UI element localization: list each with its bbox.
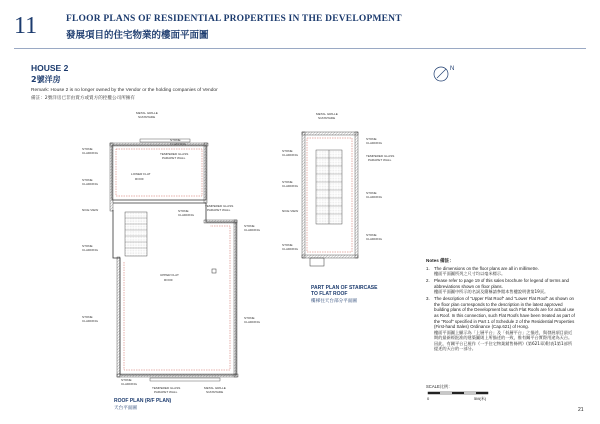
label-roof: ROOF xyxy=(135,177,144,181)
part-plan-caption-zh: 樓梯往天台部分平面圖 xyxy=(311,299,357,304)
roof-plan-caption-zh: 天台平面圖 xyxy=(114,406,137,411)
label-stone: STONE xyxy=(366,233,377,237)
label-sunshade: SUNSHADE xyxy=(138,115,156,119)
section-number: 11 xyxy=(14,13,38,39)
note-number: 1. xyxy=(426,265,430,271)
label-cladding: CLADDING xyxy=(366,141,382,145)
part-plan-caption-2: TO FLAT ROOF xyxy=(311,291,348,297)
label-cladding: CLADDING xyxy=(121,382,137,386)
label-stone: STONE xyxy=(170,138,181,142)
label-cladding: CLADDING xyxy=(244,228,260,232)
note-text-en: Please refer to page 19 of this sales brochure for legend of terms and abbreviations shown on floor plans. xyxy=(434,278,569,289)
label-lower-flat-roof: LOWER FLAT xyxy=(131,172,151,176)
scale-label: SCALE比例： xyxy=(426,384,453,389)
label-stone: STONE xyxy=(366,137,377,141)
label-cladding: CLADDING xyxy=(244,320,260,324)
roof-plan xyxy=(82,111,261,411)
label-stone: STONE xyxy=(366,191,377,195)
label-nice-view: NICE VIEW xyxy=(82,208,99,212)
scale-bar xyxy=(426,391,496,403)
label-cladding: CLADDING xyxy=(82,182,98,186)
label-stone: STONE xyxy=(82,315,93,319)
label-nice-view: NICE VIEW xyxy=(282,209,299,213)
house-title: HOUSE 2 xyxy=(31,63,69,73)
label-parapet-wall: PARAPET WALL xyxy=(162,156,186,160)
part-plan-staircase xyxy=(282,112,394,304)
scale-start: 0 xyxy=(427,396,430,401)
label-metal-grille: METAL GRILLE xyxy=(204,386,226,390)
label-tempered-glass: TEMPERED GLASS xyxy=(160,152,189,156)
label-metal-grille: METAL GRILLE xyxy=(316,112,338,116)
page-title-zh: 發展項目的住宅物業的樓面平面圖 xyxy=(66,30,209,41)
note-number: 2. xyxy=(426,278,430,284)
remark-text-zh: 備註：2號洋房已非由賣方或賣方的控權公司所擁有 xyxy=(31,96,135,101)
label-roof: ROOF xyxy=(164,278,173,282)
roof-plan-caption: ROOF PLAN (R/F PLAN) xyxy=(114,398,172,404)
label-stone: STONE xyxy=(82,178,93,182)
label-tempered-glass: TEMPERED GLASS xyxy=(366,154,395,158)
label-cladding: CLADDING xyxy=(282,247,298,251)
label-stone: STONE xyxy=(178,209,189,213)
label-upper-flat-roof: UPPER FLAT xyxy=(160,273,179,277)
page-title: FLOOR PLANS OF RESIDENTIAL PROPERTIES IN THE DEVELOPMENT xyxy=(66,14,402,24)
note-text-zh: 樓面平面圖所列之尺寸均以毫米標示。 xyxy=(434,271,506,277)
note-item xyxy=(426,278,576,295)
label-cladding: CLADDING xyxy=(366,195,382,199)
note-number: 3. xyxy=(426,296,430,302)
label-parapet-wall: PARAPET WALL xyxy=(207,208,231,212)
note-text-en: The dimensions on the floor plans are all in millimetre. xyxy=(434,265,539,271)
label-stone: STONE xyxy=(121,378,132,382)
label-stone: STONE xyxy=(282,149,293,153)
label-cladding: CLADDING xyxy=(282,153,298,157)
north-label: N xyxy=(450,66,455,72)
label-stone: STONE xyxy=(82,147,93,151)
label-cladding: CLADDING xyxy=(170,142,186,146)
label-stone: STONE xyxy=(244,224,255,228)
label-cladding: CLADDING xyxy=(178,213,194,217)
remark-text: Remark: House 2 is no longer owned by the Vendor or the holding companies of Vendor xyxy=(31,88,218,93)
label-parapet-wall: PARAPET WALL xyxy=(368,158,392,162)
label-tempered-glass: TEMPERED GLASS xyxy=(205,204,234,208)
label-metal-grille: METAL GRILLE xyxy=(136,111,158,115)
note-text-en: The description of "Upper Flat Roof" and "Lower Flat Roof" as shown on the floor plan corresponds to the description in the latest approved building plans of the Development but such Flat Roofs are for actual use as Roof. In this connection, such Flat Roofs have been treated as part of the "Roof" specified in Part 1 of Schedule 2 of the Residential Properties (First-hand Sales) Ordinance (Cap.621) of Hong. xyxy=(434,296,575,330)
note-item xyxy=(426,266,576,277)
label-cladding: CLADDING xyxy=(82,319,98,323)
label-sunshade: SUNSHADE xyxy=(318,116,336,120)
page-number: 21 xyxy=(578,407,584,413)
label-stone: STONE xyxy=(282,180,293,184)
label-stone: STONE xyxy=(282,243,293,247)
label-sunshade: SUNSHADE xyxy=(206,390,224,394)
label-cladding: CLADDING xyxy=(82,151,98,155)
notes-heading: Notes 備註： xyxy=(426,258,454,263)
label-cladding: CLADDING xyxy=(366,237,382,241)
notes-panel xyxy=(426,258,576,353)
note-text-zh: 樓面平面圖上顯示為「上層平台」及「低層平台」之描述，與發展項目最近期的最新經批准的建築圖則上所描述的一致，惟有關平台實際用途為天台。因此，有關平台已視作《一手住宅物業銷售條例》(第621章)附表1第1部所提述的天台的一部分。 xyxy=(434,329,573,351)
label-tempered-glass: TEMPERED GLASS xyxy=(152,386,181,390)
north-arrow-icon xyxy=(434,66,454,81)
label-cladding: CLADDING xyxy=(82,248,98,252)
label-parapet-wall: PARAPET WALL xyxy=(154,390,178,394)
label-stone: STONE xyxy=(82,244,93,248)
house-title-zh: 2號洋房 xyxy=(31,75,61,84)
scale-end: 5M(米) xyxy=(474,396,487,401)
label-stone: STONE xyxy=(244,316,255,320)
part-plan-caption-1: PART PLAN OF STAIRCASE xyxy=(311,285,378,291)
label-cladding: CLADDING xyxy=(282,184,298,188)
note-text-zh: 樓面平面圖中所示的名詞及簡稱請參閱本售樓說明書第19頁。 xyxy=(434,289,549,295)
note-item xyxy=(426,296,576,351)
